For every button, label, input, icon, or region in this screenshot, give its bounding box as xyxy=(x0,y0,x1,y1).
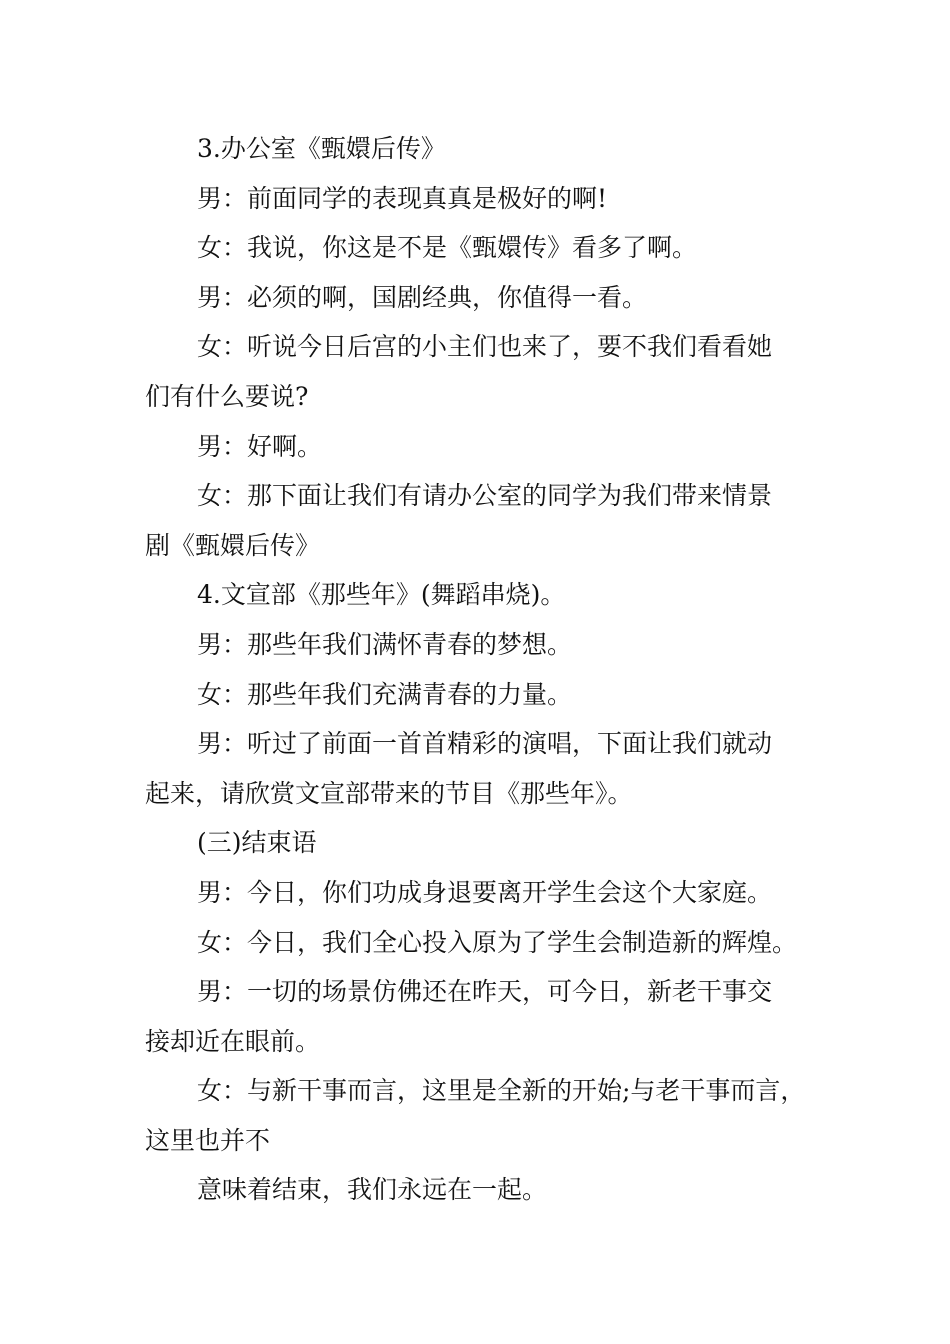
text-line-10: 4.文宣部《那些年》(舞蹈串烧)。 xyxy=(197,580,566,610)
text-line-16: 男：今日，你们功成身退要离开学生会这个大家庭。 xyxy=(197,877,773,907)
text-line-2: 男：前面同学的表现真真是极好的啊! xyxy=(197,183,608,213)
text-line-22: 意味着结束，我们永远在一起。 xyxy=(197,1175,548,1205)
text-line-7: 男：好啊。 xyxy=(197,431,323,461)
document-body xyxy=(145,124,825,1215)
text-line-12: 女：那些年我们充满青春的力量。 xyxy=(197,679,573,709)
text-line-14: 起来，请欣赏文宣部带来的节目《那些年》。 xyxy=(145,778,633,808)
text-line-21: 这里也并不 xyxy=(145,1125,271,1155)
text-line-11: 男：那些年我们满怀青春的梦想。 xyxy=(197,629,573,659)
text-line-5: 女：听说今日后宫的小主们也来了，要不我们看看她 xyxy=(197,332,773,362)
text-line-19: 接却近在眼前。 xyxy=(145,1026,321,1056)
text-line-4: 男：必须的啊，国剧经典，你值得一看。 xyxy=(197,282,648,312)
text-line-17: 女：今日，我们全心投入原为了学生会制造新的辉煌。 xyxy=(197,927,798,957)
text-line-9: 剧《甄嬛后传》 xyxy=(145,530,321,560)
text-line-15: (三)结束语 xyxy=(197,828,317,858)
text-line-3: 女：我说，你这是不是《甄嬛传》看多了啊。 xyxy=(197,233,698,263)
text-line-8: 女：那下面让我们有请办公室的同学为我们带来情景 xyxy=(197,481,773,511)
text-line-1: 3.办公室《甄嬛后传》 xyxy=(197,134,446,163)
text-line-6: 们有什么要说? xyxy=(145,381,309,411)
text-line-20: 女：与新干事而言，这里是全新的开始;与老干事而言， xyxy=(197,1076,806,1106)
text-line-13: 男：听过了前面一首首精彩的演唱，下面让我们就动 xyxy=(197,729,773,759)
text-line-18: 男：一切的场景仿佛还在昨天，可今日，新老干事交 xyxy=(197,977,773,1007)
